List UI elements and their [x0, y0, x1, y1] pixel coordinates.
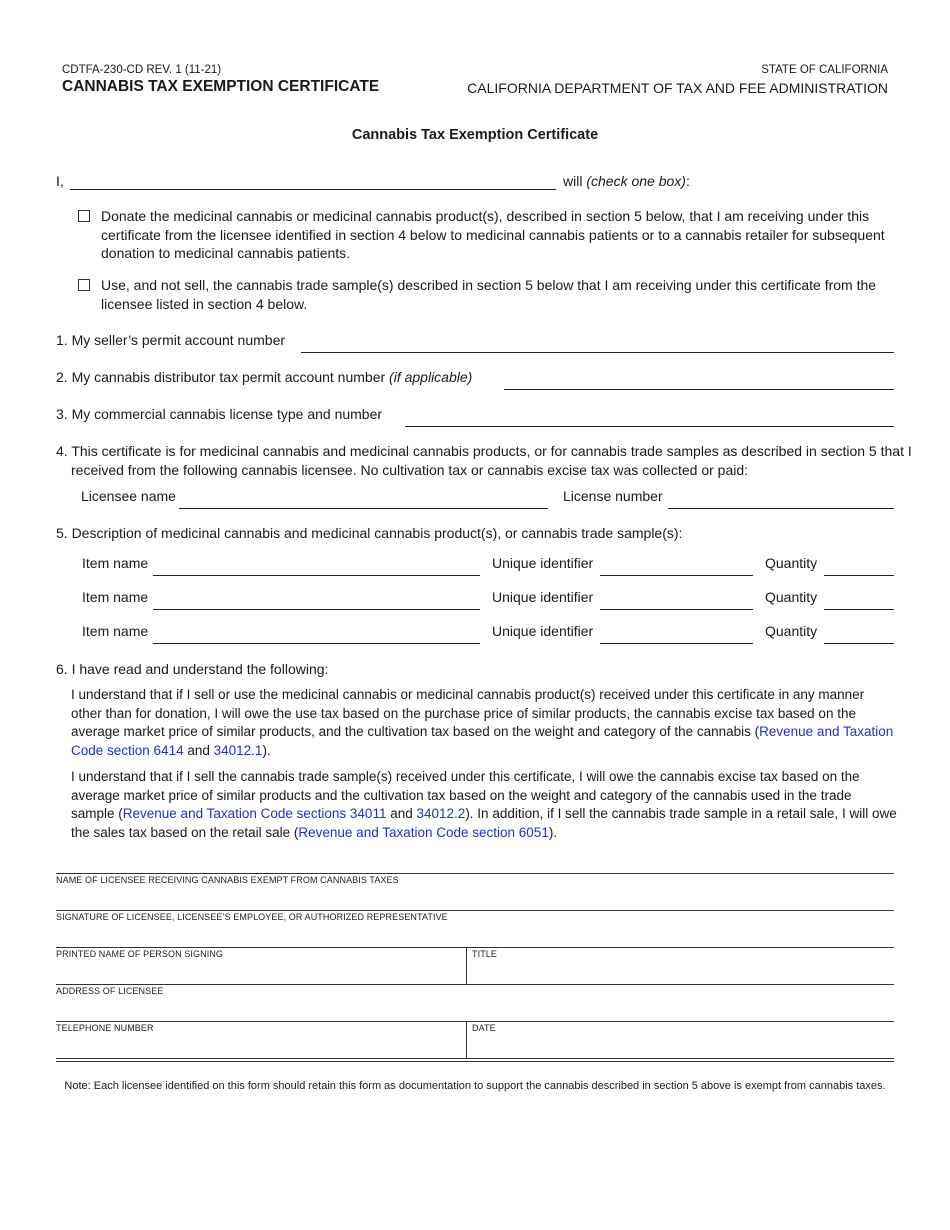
p2-text-a: I understand that if I sell the cannabis trade sample(s) received under this certificate, I will owe the cannabis excise tax based on the average market price of similar products and the cultivation tax based on the weight and category of the cannabis used in the trade sample ( [71, 769, 860, 821]
sig-rule [56, 984, 894, 985]
use-option-text: Use, and not sell, the cannabis trade sample(s) described in section 5 below that I am receiving under this certificate from the licensee listed in section 4 below. [101, 277, 877, 312]
item-name-label: Item name [82, 555, 149, 571]
sellers-permit-field[interactable] [301, 352, 894, 353]
quantity-label: Quantity [765, 623, 818, 639]
quantity-field[interactable] [824, 643, 894, 644]
p1-text-c: ). [262, 742, 271, 758]
section6-paragraph-1 [71, 686, 897, 760]
rtc-6414-link[interactable]: Revenue and Taxation Code section 6414 [71, 724, 894, 758]
p1-text-b: and [183, 742, 214, 758]
state-label: STATE OF CALIFORNIA [761, 64, 888, 76]
form-id: CDTFA-230-CD REV. 1 (11-21) [62, 64, 222, 76]
sig-rule [56, 947, 894, 948]
quantity-label: Quantity [765, 589, 818, 605]
use-checkbox[interactable] [78, 279, 90, 291]
licensee-name-box[interactable] [56, 887, 894, 909]
signature-box[interactable] [56, 924, 894, 946]
intro-colon: : [685, 173, 690, 189]
unique-identifier-field[interactable] [600, 575, 753, 576]
licensee-name-field[interactable] [179, 508, 548, 509]
section6-heading: 6. I have read and understand the following: [56, 661, 329, 677]
address-box-label: ADDRESS OF LICENSEE [56, 986, 164, 996]
quantity-field[interactable] [824, 609, 894, 610]
date-box[interactable] [472, 1035, 894, 1057]
intro-check-text: (check one box) [586, 173, 686, 189]
sellers-permit-label: 1. My seller’s permit account number [56, 332, 286, 348]
rtc-34012-2-link[interactable]: 34012.2 [416, 806, 466, 821]
form-title: CANNABIS TAX EXEMPTION CERTIFICATE [62, 78, 380, 95]
donate-checkbox[interactable] [78, 210, 90, 222]
rtc-6051-link[interactable]: Revenue and Taxation Code section 6051 [298, 824, 549, 840]
p2-text-c: ). In addition, if I sell the cannabis trade sample in a retail sale, I will owe the sales tax based on the retail sale ( [71, 806, 897, 840]
sig-bottom-rule [56, 1061, 894, 1062]
donate-option-text: Donate the medicinal cannabis or medicinal cannabis product(s), described in section 5 below, that I am receiving under this certificate from the licensee identified in section 4 below to medicinal cannabis patients or to a cannabis retailer for subsequent donation to medicinal cannabis patients. [101, 208, 885, 261]
unique-identifier-label: Unique identifier [492, 555, 594, 571]
rtc-34011-link[interactable]: Revenue and Taxation Code sections 34011 [122, 806, 387, 821]
sig-divider [466, 947, 467, 984]
license-number-field[interactable] [668, 508, 894, 509]
p2-text-b: and [386, 806, 417, 821]
telephone-box[interactable] [56, 1035, 464, 1057]
title-box[interactable] [472, 961, 894, 983]
item-name-field[interactable] [153, 609, 480, 610]
license-type-label: 3. My commercial cannabis license type and number [56, 406, 383, 422]
signature-box-label: SIGNATURE OF LICENSEE, LICENSEE’S EMPLOYEE, OR AUTHORIZED REPRESENTATIVE [56, 912, 448, 922]
license-number-label: License number [563, 488, 663, 504]
unique-identifier-label: Unique identifier [492, 589, 594, 605]
distributor-permit-suffix: (if applicable) [389, 369, 473, 385]
name-field[interactable] [70, 189, 556, 190]
p2-text-d: ). [548, 824, 558, 840]
intro-will-text: will [563, 173, 587, 189]
p1-text-a: I understand that if I sell or use the medicinal cannabis or medicinal cannabis product(s) received under this certificate in any manner other than for donation, I will owe the use tax based on the purchase price of similar products, the cannabis excise tax based on the average market price of similar products, and the cultivation tax based on the weight and category of the cannabis ( [71, 687, 865, 739]
telephone-box-label: TELEPHONE NUMBER [56, 1023, 154, 1033]
section4-text: 4. This certificate is for medicinal cannabis and medicinal cannabis products, or for cannabis trade samples as described in section 5 that I received from the following cannabis licensee. No cultivation tax or cannabis excise tax was collected or paid: [56, 443, 912, 478]
intro-prefix: I, [56, 173, 64, 189]
title-box-label: TITLE [472, 949, 498, 959]
distributor-permit-label-text: 2. My cannabis distributor tax permit account number [56, 369, 390, 385]
quantity-field[interactable] [824, 575, 894, 576]
item-name-label: Item name [82, 623, 149, 639]
licensee-name-box-label: NAME OF LICENSEE RECEIVING CANNABIS EXEMPT FROM CANNABIS TAXES [56, 875, 399, 885]
address-box[interactable] [56, 998, 894, 1020]
item-name-field[interactable] [153, 643, 480, 644]
rtc-34012-1-link[interactable]: 34012.1 [213, 742, 263, 758]
date-box-label: DATE [472, 1023, 496, 1033]
unique-identifier-field[interactable] [600, 609, 753, 610]
unique-identifier-label: Unique identifier [492, 623, 594, 639]
licensee-name-label: Licensee name [81, 488, 176, 504]
license-type-field[interactable] [405, 426, 894, 427]
distributor-permit-label [56, 368, 472, 386]
printed-name-box[interactable] [56, 961, 464, 983]
page-title: Cannabis Tax Exemption Certificate [351, 127, 599, 143]
sig-bottom-rule [56, 1058, 894, 1059]
section6-paragraph-2 [71, 768, 897, 842]
item-name-field[interactable] [153, 575, 480, 576]
distributor-permit-field[interactable] [504, 389, 894, 390]
sig-divider [466, 1021, 467, 1058]
item-name-label: Item name [82, 589, 149, 605]
sig-rule [56, 910, 894, 911]
footer-note: Note: Each licensee identified on this form should retain this form as documentation to support the cannabis described in section 5 above is exempt from cannabis taxes. [64, 1080, 886, 1092]
section5-text: 5. Description of medicinal cannabis and medicinal cannabis product(s), or cannabis trade sample(s): [56, 525, 683, 541]
sig-rule [56, 1021, 894, 1022]
sig-rule [56, 873, 894, 874]
agency-name: CALIFORNIA DEPARTMENT OF TAX AND FEE ADMINISTRATION [467, 80, 888, 96]
quantity-label: Quantity [765, 555, 818, 571]
printed-name-box-label: PRINTED NAME OF PERSON SIGNING [56, 949, 224, 959]
intro-will [563, 172, 690, 190]
unique-identifier-field[interactable] [600, 643, 753, 644]
